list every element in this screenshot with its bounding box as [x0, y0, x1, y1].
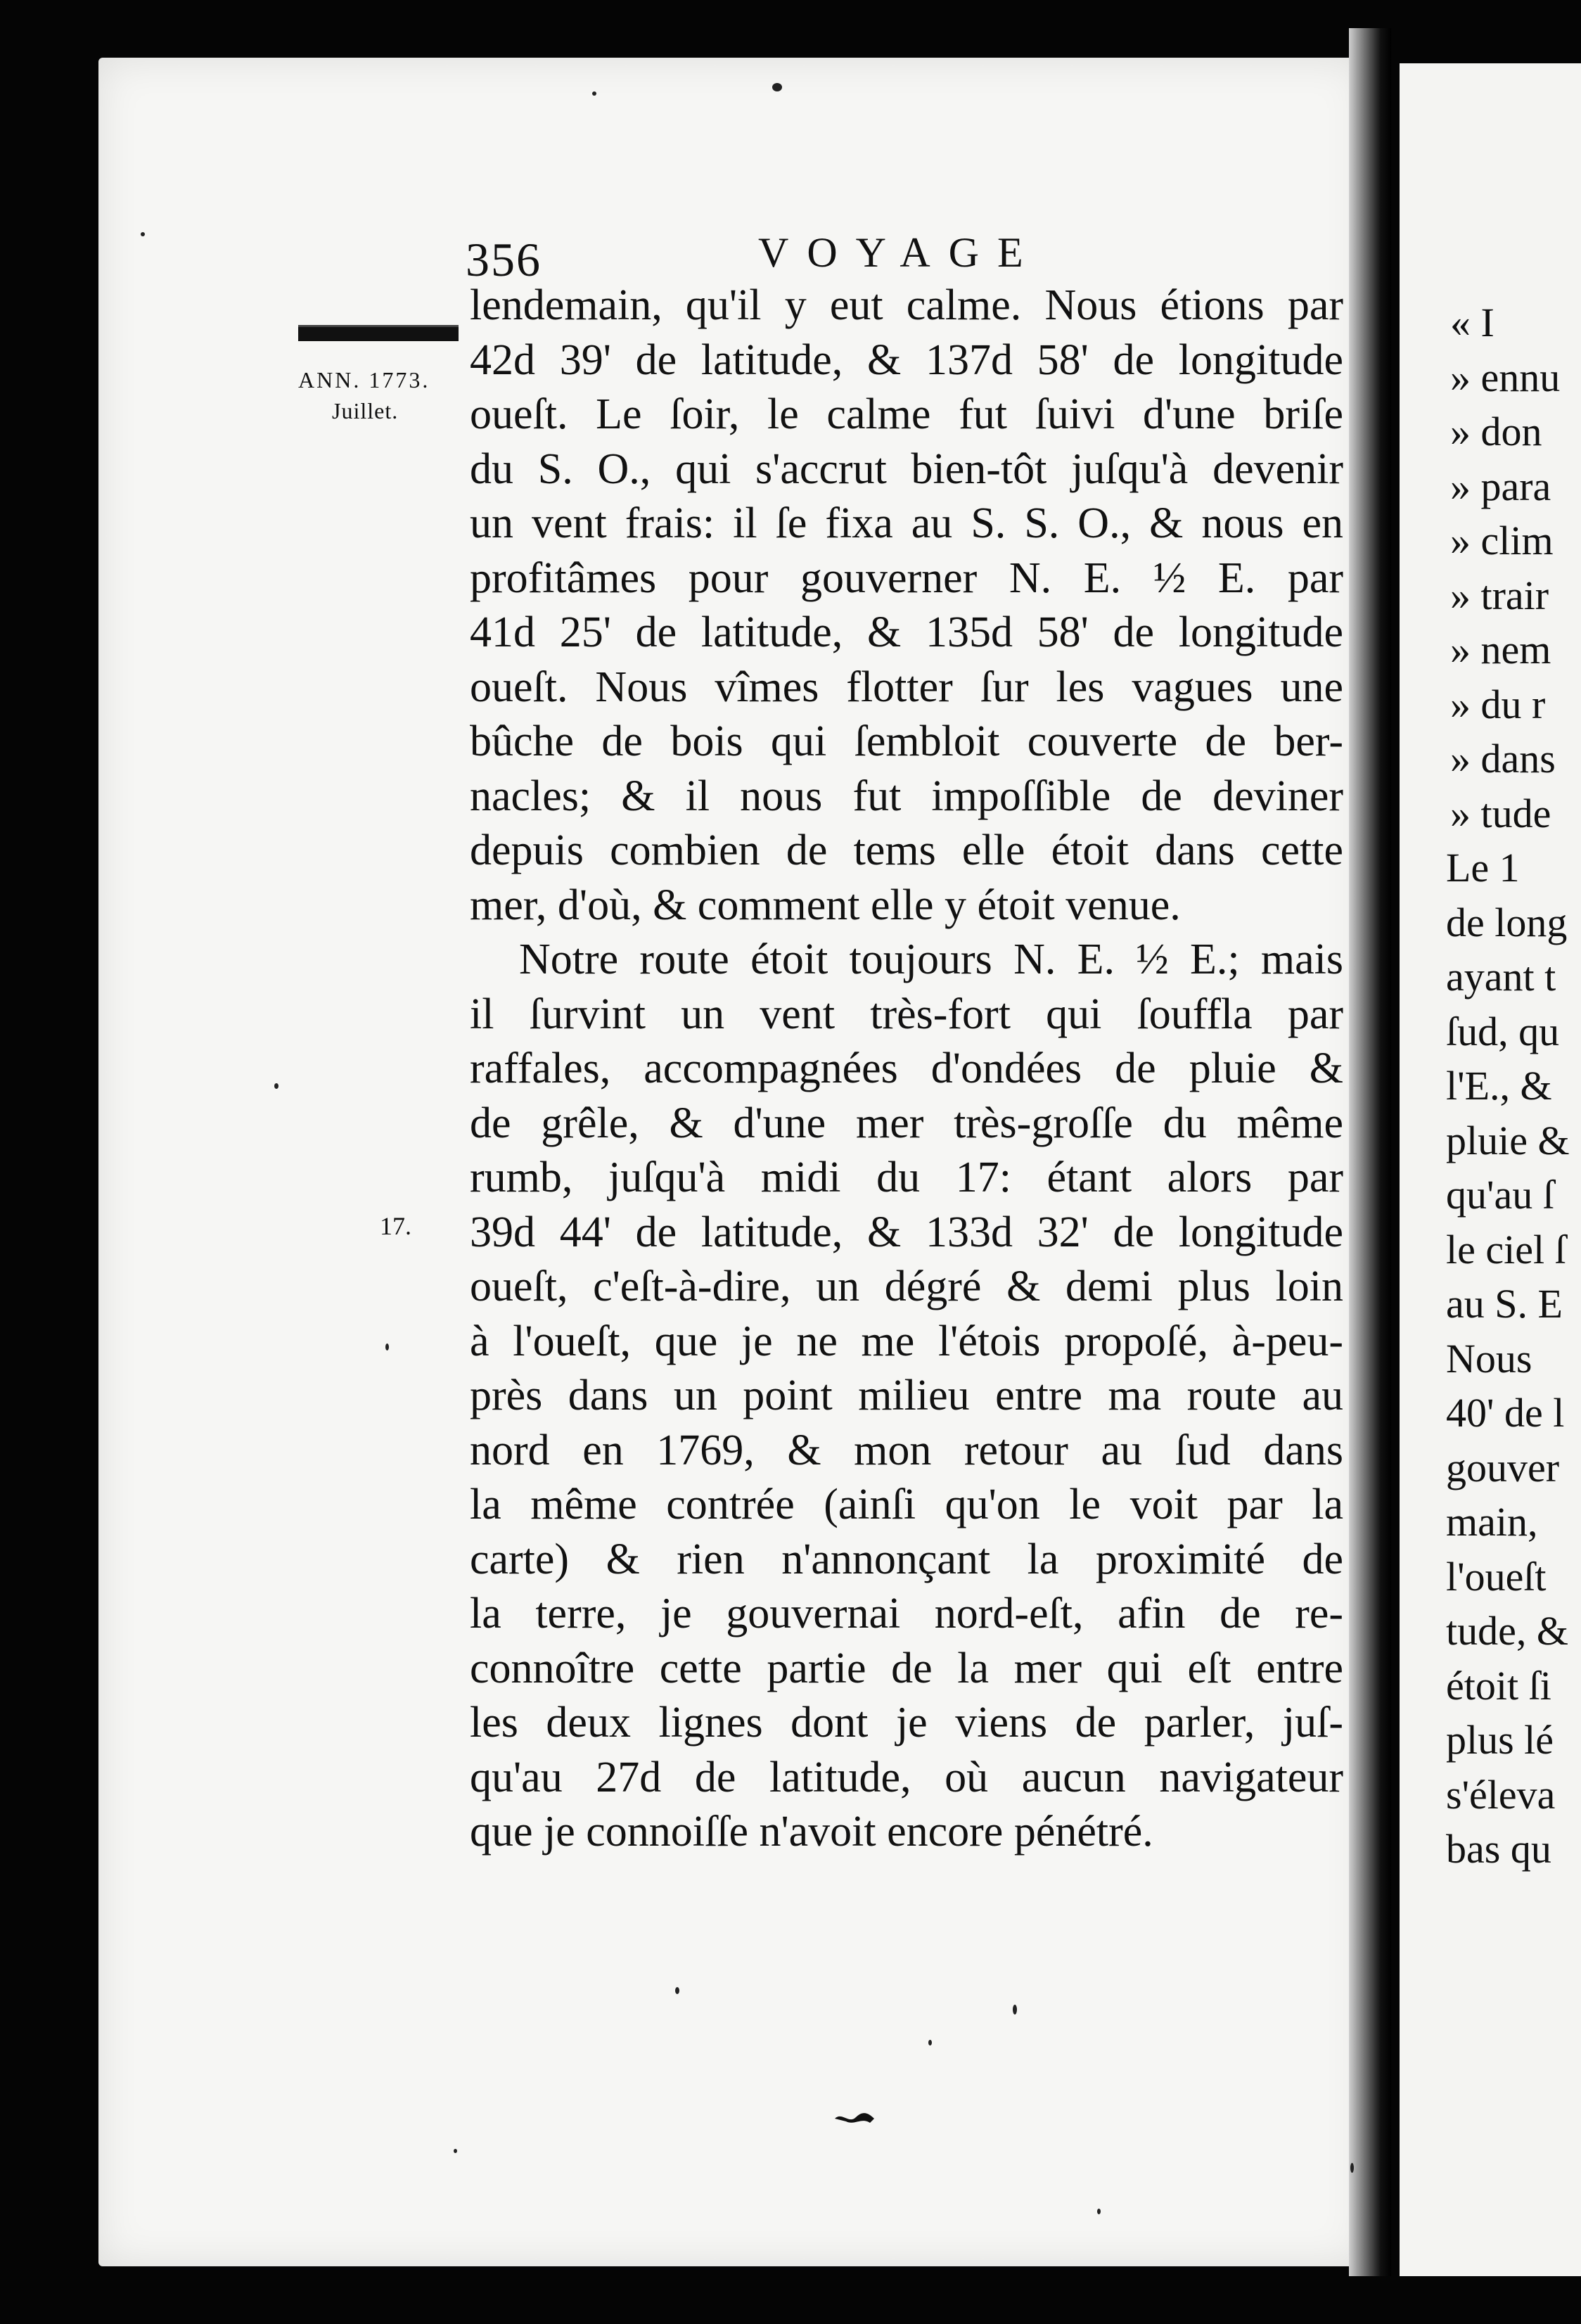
text-line: il ſurvint un vent très-fort qui ſouffla par: [470, 990, 1343, 1038]
text-line: Notre route étoit toujours N. E. ½ E.; mais: [519, 936, 1343, 983]
text-line: carte) & rien n'annonçant la proximité de: [470, 1535, 1343, 1583]
right-text-line: au S. E: [1446, 1281, 1563, 1327]
speck: [454, 2149, 457, 2153]
text-line: 42d 39' de latitude, & 137d 58' de longitude: [470, 336, 1343, 384]
text-line: qu'au 27d de latitude, où aucun navigateur: [470, 1753, 1343, 1801]
right-text-line: plus lé: [1446, 1717, 1554, 1763]
right-text-line: » trair: [1450, 572, 1549, 618]
speck: [675, 1987, 679, 1994]
text-line: oueſt, c'eſt-à-dire, un dégré & demi plus loin: [470, 1263, 1343, 1310]
margin-note-day: 17.: [380, 1212, 411, 1240]
speck: [928, 2040, 932, 2045]
text-line: bûche de bois qui ſembloit couverte de ber-: [470, 717, 1343, 765]
margin-note-month: Juillet.: [332, 398, 399, 423]
text-line: profitâmes pour gouverner N. E. ½ E. par: [470, 554, 1343, 602]
page-number: 356: [466, 233, 542, 286]
right-text-line: » dans: [1450, 736, 1556, 781]
right-text-line: l'oueſt: [1446, 1553, 1547, 1600]
right-text-line: Le 1: [1446, 845, 1520, 890]
speck: [141, 232, 145, 236]
text-line: raffales, accompagnées d'ondées de pluie &: [470, 1045, 1343, 1092]
book-gutter: [1349, 28, 1391, 2324]
speck: [1350, 2163, 1354, 2173]
text-line: lendemain, qu'il y eut calme. Nous étions par: [470, 281, 1343, 329]
margin-note-year: ANN. 1773.: [298, 367, 430, 392]
text-line: près dans un point milieu entre ma route au: [470, 1372, 1343, 1419]
right-text-line: étoit ſi: [1446, 1662, 1551, 1709]
right-text-line: » don: [1450, 409, 1542, 454]
text-line: la même contrée (ainſi qu'on le voit par la: [470, 1481, 1343, 1528]
right-text-line: tude, &: [1446, 1608, 1568, 1654]
running-head: VOYAGE: [758, 229, 1042, 276]
text-line: oueſt. Le ſoir, le calme fut ſuivi d'une briſe: [470, 390, 1343, 438]
text-line: à l'oueſt, que je ne me l'étois propoſé, à-peu-: [470, 1317, 1343, 1365]
body-text: [470, 279, 1343, 1860]
right-text-line: » para: [1450, 463, 1551, 509]
text-line: depuis combien de tems elle étoit dans cette: [470, 826, 1343, 874]
text-line: nord en 1769, & mon retour au ſud dans: [470, 1426, 1343, 1474]
right-page-text: [1446, 295, 1581, 1877]
right-text-line: ſud, qu: [1446, 1008, 1560, 1054]
right-text-line: » du r: [1450, 681, 1546, 727]
right-text-line: qu'au ſ: [1446, 1172, 1554, 1218]
right-text-line: 40' de l: [1446, 1390, 1565, 1436]
text-line: que je connoiſſe n'avoit encore pénétré.: [470, 1808, 1153, 1856]
right-text-line: ayant t: [1446, 954, 1556, 1000]
right-text-line: pluie &: [1446, 1117, 1570, 1163]
speck: [274, 1083, 279, 1089]
right-text-line: s'éleva: [1446, 1771, 1556, 1818]
speck: [385, 1343, 389, 1351]
text-line: la terre, je gouvernai nord-eſt, afin de re-: [470, 1590, 1343, 1637]
right-text-line: bas qu: [1446, 1826, 1551, 1872]
text-line: mer, d'où, & comment elle y étoit venue.: [470, 881, 1181, 929]
right-text-line: » tude: [1450, 790, 1551, 836]
text-line: nacles; & il nous fut impoſſible de deviner: [470, 772, 1343, 820]
scan-border: [0, 2276, 1581, 2324]
text-line: oueſt. Nous vîmes flotter ſur les vagues une: [470, 663, 1343, 711]
speck: [1097, 2209, 1101, 2214]
speck: [592, 91, 596, 96]
speck: [1013, 2005, 1017, 2015]
right-text-line: gouver: [1446, 1444, 1560, 1490]
right-text-line: » ennu: [1450, 354, 1561, 400]
text-line: de grêle, & d'une mer très-groſſe du même: [470, 1099, 1343, 1147]
ornament-flourish: [833, 2110, 876, 2126]
right-text-line: de long: [1446, 899, 1568, 945]
text-line: 41d 25' de latitude, & 135d 58' de longitude: [470, 608, 1343, 656]
text-line: connoître cette partie de la mer qui eſt entre: [470, 1644, 1343, 1692]
right-text-line: « I: [1450, 300, 1494, 345]
text-line: les deux lignes dont je viens de parler, juſ-: [470, 1699, 1343, 1747]
speck: [772, 83, 782, 91]
text-line: 39d 44' de latitude, & 133d 32' de longitude: [470, 1208, 1343, 1256]
right-text-line: » clim: [1450, 518, 1554, 563]
right-text-line: » nem: [1450, 627, 1551, 672]
right-text-line: main,: [1446, 1499, 1538, 1545]
text-line: rumb, juſqu'à midi du 17: étant alors par: [470, 1154, 1343, 1201]
right-text-line: l'E., &: [1446, 1063, 1552, 1109]
right-text-line: le ciel ſ: [1446, 1226, 1566, 1272]
text-line: du S. O., qui s'accrut bien-tôt juſqu'à devenir: [470, 445, 1343, 493]
margin-rule: [298, 325, 459, 341]
text-line: un vent frais: il ſe fixa au S. S. O., & nous en: [470, 499, 1343, 547]
right-text-line: Nous: [1446, 1335, 1532, 1381]
